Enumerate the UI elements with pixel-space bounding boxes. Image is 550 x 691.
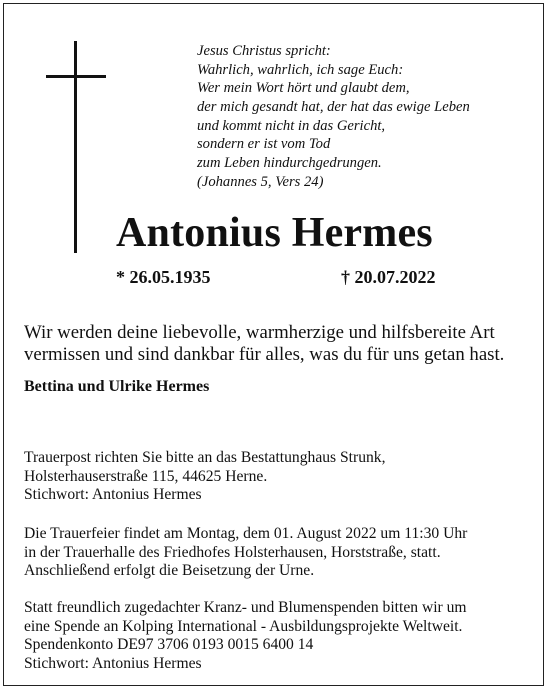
tribute-line: Wir werden deine liebevolle, warmherzige und hilfsbereite Art xyxy=(24,322,495,343)
funeral-info xyxy=(24,525,467,581)
verse-line: Wer mein Wort hört und glaubt dem, xyxy=(197,80,410,97)
info-line: Die Trauerfeier findet am Montag, dem 01. August 2022 um 11:30 Uhr xyxy=(24,525,468,542)
tribute-text xyxy=(24,322,504,366)
info-line: Statt freundlich zugedachter Kranz- und Blumenspenden bitten wir um xyxy=(24,599,467,616)
info-line: Holsterhauserstraße 115, 44625 Herne. xyxy=(24,467,268,485)
info-line: Stichwort: Antonius Hermes xyxy=(24,655,202,673)
bible-verse xyxy=(197,42,470,192)
info-line: in der Trauerhalle des Friedhofes Holsterhausen, Horststraße, statt. xyxy=(24,543,441,561)
cross-icon xyxy=(74,41,77,253)
birth-date: * 26.05.1935 xyxy=(116,267,211,287)
death-date: † 20.07.2022 xyxy=(341,267,436,287)
info-line: eine Spende an Kolping International - Ausbildungsprojekte Weltweit. xyxy=(24,617,463,635)
info-line: Trauerpost richten Sie bitte an das Bestattunghaus Strunk, xyxy=(24,449,386,466)
cross-icon-bar xyxy=(46,75,106,78)
condolence-mail-info xyxy=(24,449,386,505)
mourners-signature: Bettina und Ulrike Hermes xyxy=(24,378,210,395)
obituary-frame xyxy=(3,3,544,686)
verse-line: Jesus Christus spricht: xyxy=(197,43,331,59)
info-line: Spendenkonto DE97 3706 0193 0015 6400 14 xyxy=(24,636,314,654)
verse-line: Wahrlich, wahrlich, ich sage Euch: xyxy=(197,61,404,78)
tribute-line: vermissen und sind dankbar für alles, was du für uns getan hast. xyxy=(24,344,505,365)
verse-line: der mich gesandt hat, der hat das ewige Leben xyxy=(197,99,470,116)
verse-line: sondern er ist vom Tod xyxy=(197,136,331,153)
deceased-name: Antonius Hermes xyxy=(116,210,433,256)
info-line: Stichwort: Antonius Hermes xyxy=(24,486,202,504)
verse-line: und kommt nicht in das Gericht, xyxy=(197,117,386,134)
donation-info xyxy=(24,599,467,674)
info-line: Anschließend erfolgt die Beisetzung der Urne. xyxy=(24,562,315,580)
verse-line: zum Leben hindurchgedrungen. xyxy=(197,155,382,172)
verse-reference: (Johannes 5, Vers 24) xyxy=(197,173,324,190)
